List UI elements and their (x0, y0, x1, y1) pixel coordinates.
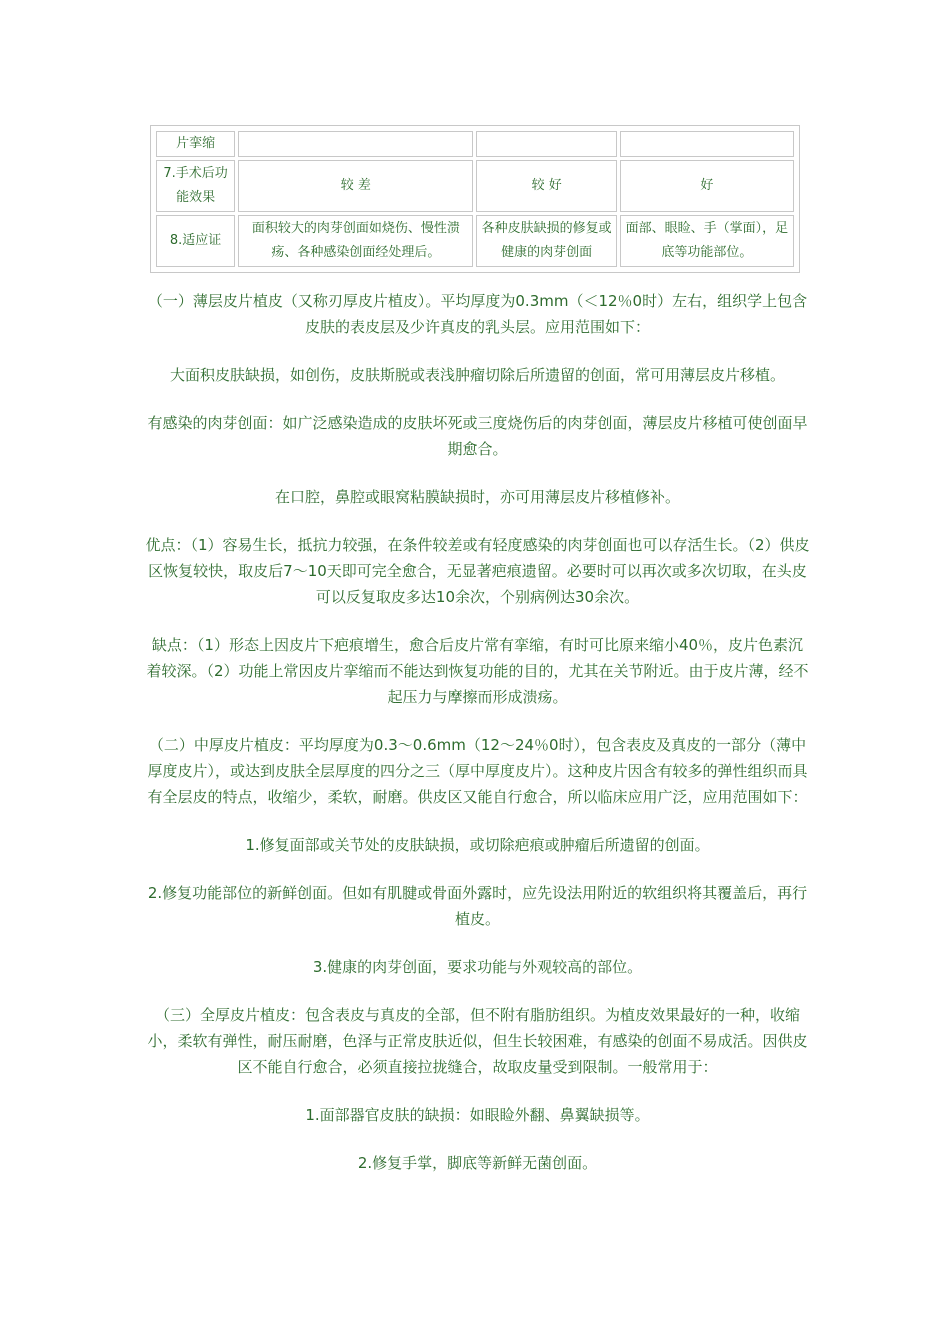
medium-graft-cell (476, 131, 616, 157)
paragraph: （二）中厚皮片植皮：平均厚度为0.3～0.6mm（12～24％0时），包含表皮及真皮的一部分（薄中厚度皮片），或达到皮肤全层厚度的四分之三（厚中厚度皮片）。这种皮片因含有较多的弹性组织而具有全层皮的特点，收缩少，柔软，耐磨。供皮区又能自行愈合，所以临床应用广泛，应用范围如下： (147, 736, 808, 806)
paragraph: 2.修复手掌，脚底等新鲜无菌创面。 (357, 1154, 598, 1172)
full-graft-cell: 好 (620, 160, 794, 212)
table-row (156, 215, 794, 267)
paragraph: 缺点：（1）形态上因皮片下疤痕增生，愈合后皮片常有挛缩，有时可比原来缩小40％，皮片色素沉着较深。（2）功能上常因皮片挛缩而不能达到恢复功能的目的，尤其在关节附近。由于皮片薄，经不起压力与摩擦而形成溃疡。 (146, 636, 809, 706)
paragraph: 有感染的肉芽创面：如广泛感染造成的皮肤坏死或三度烧伤后的肉芽创面，薄层皮片移植可使创面早期愈合。 (147, 414, 808, 458)
paragraph: 2.修复功能部位的新鲜创面。但如有肌腱或骨面外露时，应先设法用附近的软组织将其覆盖后，再行植皮。 (147, 884, 808, 928)
medium-graft-cell: 较 好 (476, 160, 616, 212)
paragraph: 在口腔，鼻腔或眼窝粘膜缺损时，亦可用薄层皮片移植修补。 (274, 488, 680, 506)
paragraph: 1.面部器官皮肤的缺损：如眼睑外翻、鼻翼缺损等。 (305, 1106, 650, 1124)
skin-graft-table (153, 128, 797, 270)
thin-graft-cell: 较 差 (238, 160, 473, 212)
paragraph: （一）薄层皮片植皮（又称刃厚皮片植皮）。平均厚度为0.3mm（＜12％0时）左右，组织学上包含皮肤的表皮层及少许真皮的乳头层。应用范围如下： (147, 292, 808, 336)
thin-graft-cell (238, 131, 473, 157)
full-graft-cell (620, 131, 794, 157)
row-label: 片挛缩 (156, 131, 235, 157)
medium-graft-cell: 各种皮肤缺损的修复或健康的肉芽创面 (476, 215, 616, 267)
paragraph: 优点：（1）容易生长，抵抗力较强，在条件较差或有轻度感染的肉芽创面也可以存活生长。（2）供皮区恢复较快，取皮后7～10天即可完全愈合，无显著疤痕遗留。必要时可以再次或多次切取，在头皮可以反复取皮多达10余次，个别病例达30余次。 (145, 536, 810, 606)
table-row (156, 160, 794, 212)
table-row (156, 131, 794, 157)
comparison-table (150, 125, 800, 273)
row-label: 7.手术后功能效果 (156, 160, 235, 212)
paragraph: 3.健康的肉芽创面，要求功能与外观较高的部位。 (312, 958, 643, 976)
paragraph: 大面积皮肤缺损，如创伤，皮肤斯脱或表浅肿瘤切除后所遗留的创面，常可用薄层皮片移植。 (169, 366, 785, 384)
full-graft-cell: 面部、眼睑、手（掌面），足底等功能部位。 (620, 215, 794, 267)
thin-graft-cell: 面积较大的肉芽创面如烧伤、慢性溃疡、各种感染创面经处理后。 (238, 215, 473, 267)
paragraph: （三）全厚皮片植皮：包含表皮与真皮的全部，但不附有脂肪组织。为植皮效果最好的一种，收缩小，柔软有弹性，耐压耐磨，色泽与正常皮肤近似，但生长较困难，有感染的创面不易成活。因供皮区不能自行愈合，必须直接拉拢缝合，故取皮量受到限制。一般常用于： (147, 1006, 808, 1076)
paragraph: 1.修复面部或关节处的皮肤缺损，或切除疤痕或肿瘤后所遗留的创面。 (245, 836, 710, 854)
row-label: 8.适应证 (156, 215, 235, 267)
body-text (145, 288, 810, 1198)
